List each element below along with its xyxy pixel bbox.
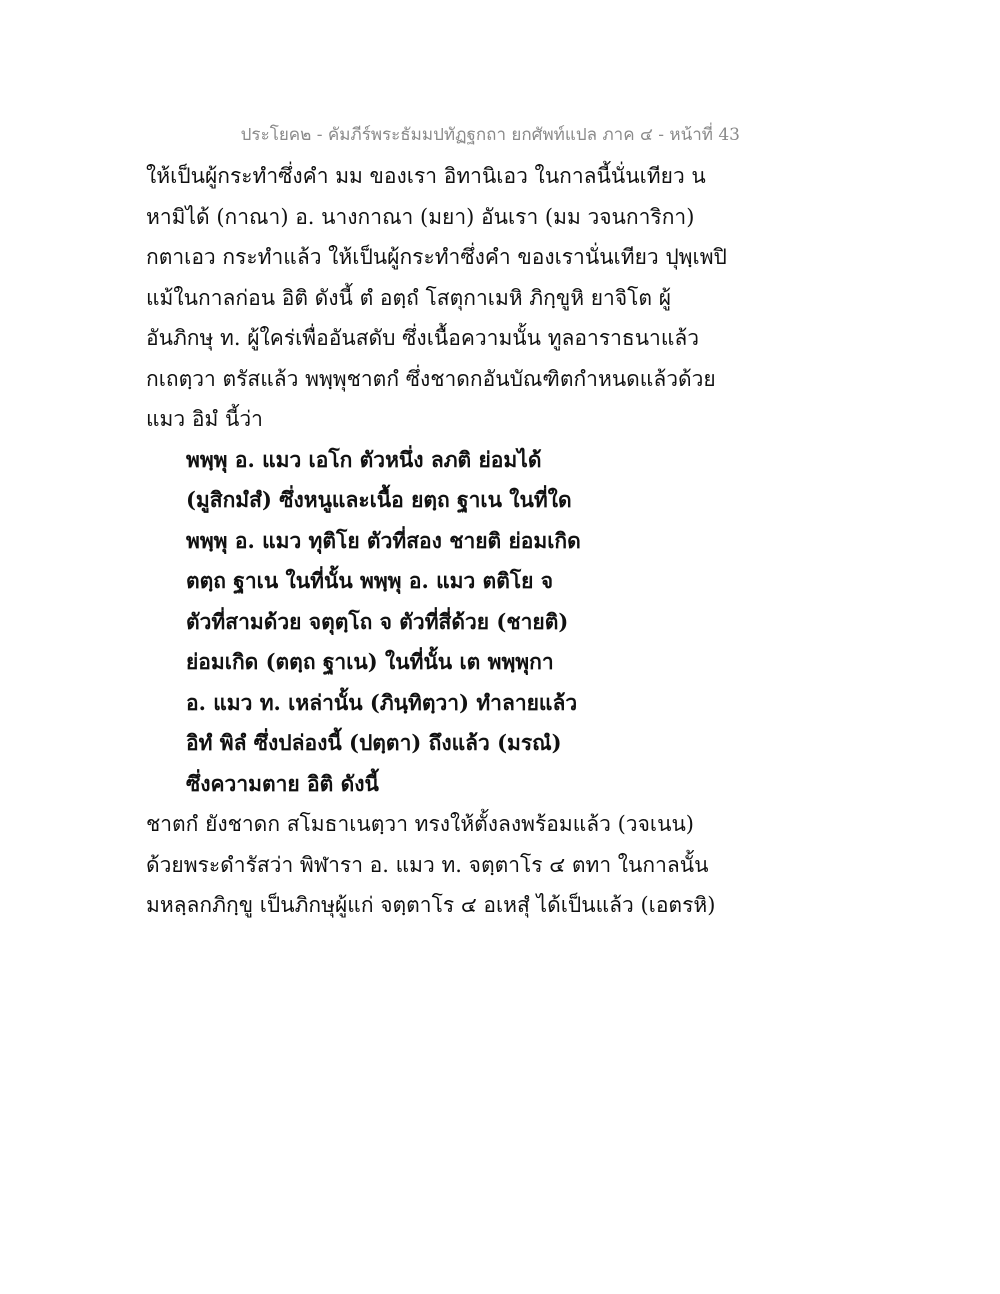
body-text	[146, 156, 727, 926]
verse-line: พพฺพุ อ. แมว ทุติโย ตัวที่สอง ชายติ ย่อมเกิด	[186, 527, 581, 553]
prose-line: มหลฺลกภิกฺขู เป็นภิกษุผู้แก่ จตฺตาโร ๔ อเหสุํ ได้เป็นแล้ว (เอตรหิ)	[146, 893, 716, 917]
verse-line: ตตฺถ ฐาเน ในที่นั้น พพฺพุ อ. แมว ตติโย จ	[186, 568, 554, 593]
verse-line: พพฺพุ อ. แมว เอโก ตัวหนึ่ง ลภติ ย่อมได้	[186, 446, 542, 472]
prose-line: แม้ในกาลก่อน อิติ ดังนี้ ตํ อตฺถํ โสตุกาเมหิ ภิกฺขูหิ ยาจิโต ผู้	[146, 285, 672, 310]
prose-line: ด้วยพระดำรัสว่า พิฬารา อ. แมว ท. จตฺตาโร ๔ ตทา ในกาลนั้น	[146, 852, 709, 877]
prose-line: หามิได้ (กาณา) อ. นางกาณา (มยา) อันเรา (มม วจนการิกา)	[146, 204, 695, 229]
prose-line: ชาตกํ ยังชาดก สโมธาเนตฺวา ทรงให้ตั้งลงพร้อมแล้ว (วจเนน)	[146, 812, 694, 836]
prose-line: ให้เป็นผู้กระทำซึ่งคำ มม ของเรา อิทานิเอว ในกาลนี้นั่นเทียว น	[146, 164, 706, 188]
prose-line: แมว อิมํ นี้ว่า	[146, 407, 263, 431]
verse-block	[146, 440, 706, 805]
prose-line: อันภิกษุ ท. ผู้ใคร่เพื่ออันสดับ ซึ่งเนื้อความนั้น ทูลอาราธนาแล้ว	[146, 326, 700, 350]
verse-line: ซึ่งความตาย อิติ ดังนี้	[186, 770, 379, 796]
verse-line: อิทํ พิลํ ซึ่งปล่องนี้ (ปตฺตา) ถึงแล้ว (มรณํ)	[186, 730, 562, 755]
verse-line: อ. แมว ท. เหล่านั้น (ภินฺทิตฺวา) ทำลายแล้ว	[186, 689, 578, 715]
verse-line: ตัวที่สามด้วย จตุตฺโถ จ ตัวที่สี่ด้วย (ชายติ)	[186, 608, 569, 634]
verse-line: ย่อมเกิด (ตตฺถ ฐาเน) ในที่นั้น เต พพฺพุกา	[186, 649, 554, 674]
prose-line: กตาเอว กระทำแล้ว ให้เป็นผู้กระทำซึ่งคำ ของเรานั่นเทียว ปุพฺเพปิ	[146, 245, 727, 269]
verse-line: (มูสิกมํสํ) ซึ่งหนูและเนื้อ ยตฺถ ฐาเน ในที่ใด	[186, 487, 572, 512]
prose-line: กเถตฺวา ตรัสแล้ว พพฺพุชาตกํ ซึ่งชาดกอันบัณฑิตกำหนดแล้วด้วย	[146, 366, 716, 391]
running-header: ประโยค๒ - คัมภีร์พระธัมมปทัฏฐกถา ยกศัพท์แปล ภาค ๔ - หน้าที่ 43	[240, 125, 740, 145]
